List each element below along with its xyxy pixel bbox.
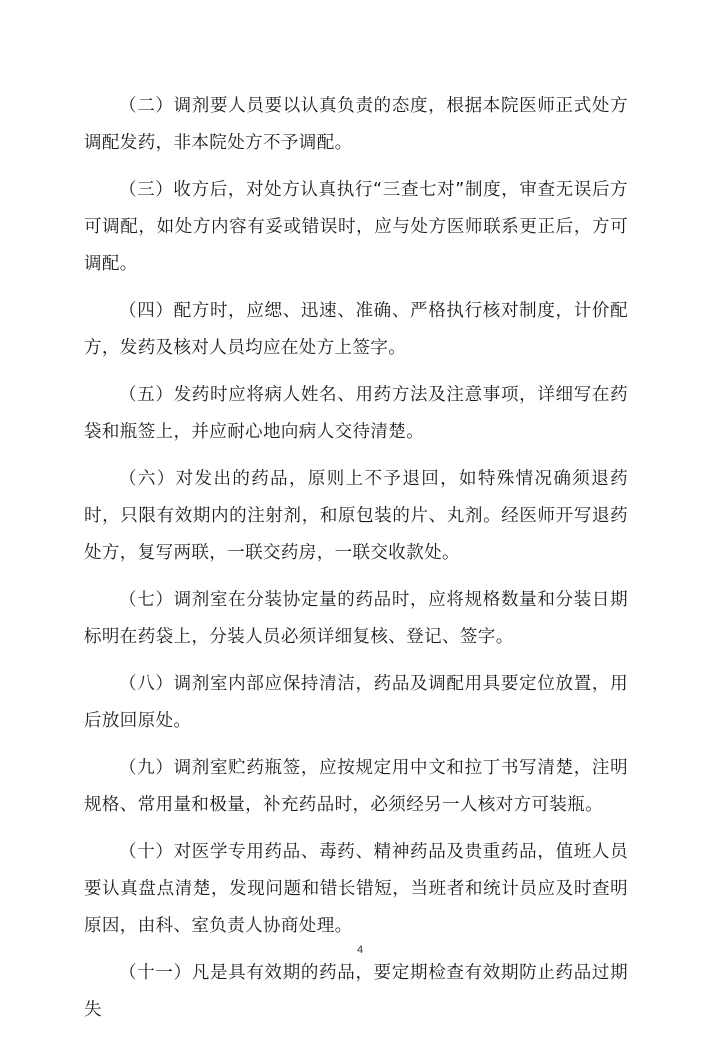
paragraph-6: （六）对发出的药品，原则上不予退回，如特殊情况确须退药时，只限有效期内的注射剂，和原包装的片、丸剂。经医师开写退药处方，复写两联，一联交药房，一联交收款处。 [84, 469, 628, 563]
paragraph-11: （十一）凡是具有效期的药品，要定期检查有效期防止药品过期失 [84, 963, 628, 1020]
paragraph-3: （三）收方后，对处方认真执行“三查七对”制度，审查无误后方可调配，如处方内容有妥或错误时，应与处方医师联系更正后，方可调配。 [84, 180, 628, 274]
paragraph-2: （二）调剂要人员要以认真负责的态度，根据本院医师正式处方调配发药，非本院处方不予调配。 [84, 96, 628, 153]
page-number: 4 [356, 944, 364, 956]
document-body [84, 88, 628, 1039]
paragraph-10: （十）对医学专用药品、毒药、精神药品及贵重药品，值班人员要认真盘点清楚，发现问题和错长错短，当班者和统计员应及时查明原因，由科、室负责人协商处理。 [84, 842, 628, 936]
paragraph-5: （五）发药时应将病人姓名、用药方法及注意事项，详细写在药袋和瓶签上，并应耐心地向病人交待清楚。 [84, 385, 628, 442]
paragraph-9: （九）调剂室贮药瓶签，应按规定用中文和拉丁书写清楚，注明规格、常用量和极量，补充药品时，必须经另一人核对方可装瓶。 [84, 758, 628, 815]
paragraph-7: （七）调剂室在分装协定量的药品时，应将规格数量和分装日期标明在药袋上，分装人员必须详细复核、登记、签字。 [84, 590, 628, 647]
paragraph-8: （八）调剂室内部应保持清洁，药品及调配用具要定位放置，用后放回原处。 [84, 674, 628, 731]
paragraph-4: （四）配方时，应缌、迅速、准确、严格执行核对制度，计价配方，发药及核对人员均应在处方上签字。 [84, 301, 628, 358]
